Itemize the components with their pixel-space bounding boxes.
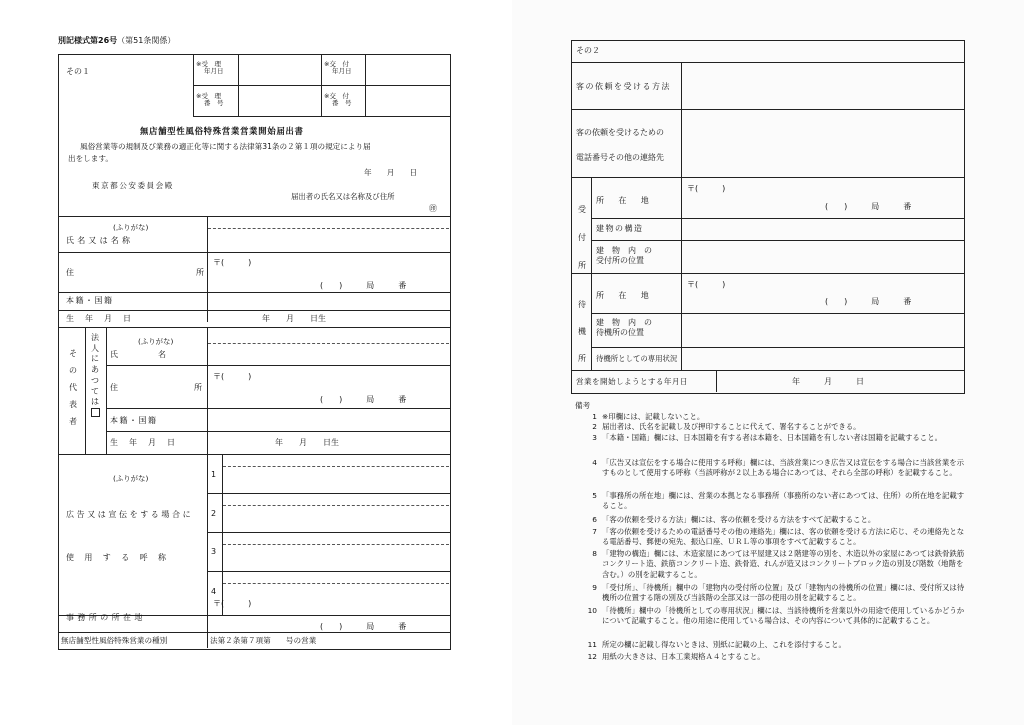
addressee: 東京都公安委員会殿 <box>92 181 174 190</box>
address-label: 住 所 <box>66 268 204 277</box>
notes-title: 備考 <box>575 401 591 410</box>
waiting-label: 待 機 所 <box>578 300 586 363</box>
office-phone: ( ) 局 番 <box>320 622 407 631</box>
rep-address-postal: 〒( ) <box>213 372 252 381</box>
business-kind-label: 無店舗型性風俗特殊営業の種別 <box>61 636 168 645</box>
method-field[interactable] <box>683 64 961 107</box>
contact-label-1: 客の依頼を受けるための <box>576 128 664 137</box>
waiting-phone: ( ) 局 番 <box>825 297 912 306</box>
form-title: 無店舗型性風俗特殊営業営業開始届出書 <box>140 126 304 136</box>
ad-num-1: 1 <box>211 470 217 479</box>
ad-label-1: 広告又は宣伝をする場合に <box>66 510 194 519</box>
ad-name-3-field[interactable] <box>224 546 447 568</box>
start-date-value: 年 月 日 <box>792 377 864 386</box>
rep-name-field[interactable] <box>209 345 447 363</box>
reception-label: 受 付 所 <box>578 205 586 270</box>
rep-domicile-field[interactable] <box>209 410 447 428</box>
rep-birth-label: 生 年 月 日 <box>110 438 177 447</box>
start-date-label: 営業を開始しようとする年月日 <box>576 377 688 386</box>
intro-text-1: 風俗営業等の規制及び業務の適正化等に関する法律第31条の２第１項の規定により届 <box>80 142 371 151</box>
part-label-2: その２ <box>576 46 600 55</box>
corporation-checkbox[interactable] <box>91 408 100 417</box>
waiting-exclusive-field[interactable] <box>683 349 961 368</box>
ad-num-4: 4 <box>211 587 217 596</box>
contact-label-2: 電話番号その他の連絡先 <box>576 153 664 162</box>
reception-location-field[interactable] <box>683 179 961 215</box>
name-label: 氏名又は名称 <box>66 236 134 245</box>
filing-date: 年 月 日 <box>364 168 418 177</box>
rep-address-field[interactable] <box>209 367 447 405</box>
representative-label: そ の 代 表 者 <box>69 349 77 426</box>
address-field[interactable] <box>209 254 447 290</box>
receipt-no-label: ※受 理 番 号 <box>196 92 224 107</box>
receipt-no-field[interactable] <box>239 86 320 115</box>
birth-value: 年 月 日生 <box>262 314 326 323</box>
reception-inner-field[interactable] <box>683 242 961 270</box>
issue-date-label: ※交 付 年月日 <box>324 60 352 75</box>
ad-name-2-field[interactable] <box>224 507 447 529</box>
waiting-location-field[interactable] <box>683 275 961 310</box>
reception-phone: ( ) 局 番 <box>825 202 912 211</box>
ad-num-3: 3 <box>211 547 217 556</box>
rep-furigana-label: (ふりがな) <box>138 337 174 346</box>
filer-label: 届出者の氏名又は名称及び住所 <box>291 192 395 201</box>
reception-inner-label: 建 物 内 の 受付所の位置 <box>596 246 652 265</box>
ad-furigana-label: (ふりがな) <box>113 474 149 483</box>
reception-postal: 〒( ) <box>687 184 726 193</box>
address-phone: ( ) 局 番 <box>320 281 407 290</box>
rep-address-label: 住 所 <box>110 383 202 392</box>
reception-structure-field[interactable] <box>683 220 961 237</box>
form-id: 別記様式第26号（第51条関係） <box>58 36 176 45</box>
rep-domicile-label: 本籍・国籍 <box>110 416 158 425</box>
waiting-inner-field[interactable] <box>683 315 961 345</box>
issue-no-field[interactable] <box>366 86 448 115</box>
ad-name-4-field[interactable] <box>224 585 447 607</box>
name-furigana-label: (ふりがな) <box>113 223 149 232</box>
issue-no-label: ※交 付 番 号 <box>324 92 352 107</box>
office-label: 事務所の所在地 <box>66 613 146 622</box>
waiting-exclusive-label: 待機所としての専用状況 <box>596 354 678 363</box>
waiting-postal: 〒( ) <box>687 280 726 289</box>
contact-field[interactable] <box>683 111 961 174</box>
rep-address-phone: ( ) 局 番 <box>320 395 407 404</box>
method-label: 客の依頼を受ける方法 <box>576 82 671 91</box>
ad-label-2: 使 用 す る 呼 称 <box>66 553 168 562</box>
office-postal: 〒( ) <box>213 599 252 608</box>
domicile-label: 本籍・国籍 <box>66 296 114 305</box>
birth-label: 生 年 月 日 <box>66 314 133 323</box>
receipt-date-field[interactable] <box>239 55 320 84</box>
ad-name-1-field[interactable] <box>224 468 447 490</box>
waiting-inner-label: 建 物 内 の 待機所の位置 <box>596 318 652 337</box>
domicile-field[interactable] <box>209 294 447 308</box>
corporation-note: 法 人 に あ つ て は <box>91 333 100 419</box>
seal-mark: ㊞ <box>429 204 437 213</box>
address-postal: 〒( ) <box>213 258 252 267</box>
waiting-location-label: 所 在 地 <box>596 291 652 300</box>
name-field[interactable] <box>209 230 447 250</box>
business-kind-value: 法第２条第７項第 号の営業 <box>210 636 317 645</box>
receipt-date-label: ※受 理 年月日 <box>196 60 224 75</box>
intro-text-2: 出をします。 <box>68 154 113 163</box>
ad-num-2: 2 <box>211 509 217 518</box>
issue-date-field[interactable] <box>366 55 448 84</box>
reception-location-label: 所 在 地 <box>596 196 652 205</box>
reception-structure-label: 建物の構造 <box>596 224 644 233</box>
rep-name-label: 氏 名 <box>110 350 166 359</box>
part-label-1: その１ <box>66 67 90 76</box>
rep-birth-value: 年 月 日生 <box>275 438 339 447</box>
